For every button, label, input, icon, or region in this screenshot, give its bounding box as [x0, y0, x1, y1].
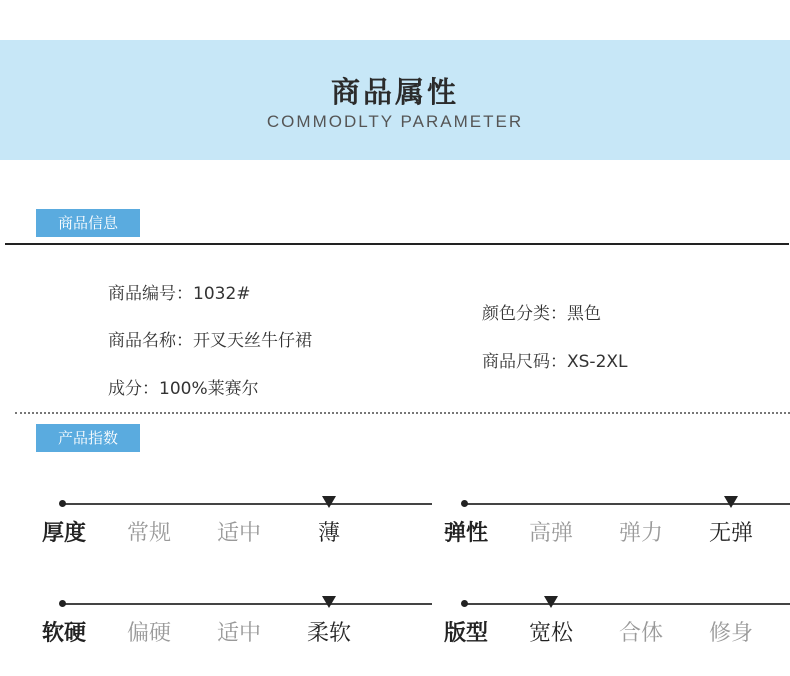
- scale-line: [62, 503, 432, 505]
- scale-option: 弹力: [618, 521, 664, 546]
- product-name: 商品名称：开叉天丝牛仔裙: [108, 331, 312, 351]
- scale-option: 无弹: [708, 521, 754, 546]
- scale-start-dot: [59, 600, 66, 607]
- scale-name: 软硬: [41, 621, 87, 646]
- page-subtitle: COMMODLTY PARAMETER: [266, 112, 524, 131]
- product-material: 成分：100%莱赛尔: [108, 379, 259, 399]
- scale-marker-icon: [322, 496, 336, 508]
- scale-option: 合体: [618, 621, 664, 646]
- scale-name: 弹性: [443, 521, 489, 546]
- product-size: 商品尺码：XS-2XL: [482, 352, 628, 372]
- scale-line: [464, 603, 790, 605]
- scale-thickness: [41, 496, 432, 576]
- scale-marker-icon: [322, 596, 336, 608]
- scale-option: 高弹: [528, 521, 574, 546]
- product-code: 商品编号：1032#: [108, 284, 251, 304]
- scale-fit: [443, 596, 790, 676]
- scale-option: 适中: [216, 621, 262, 646]
- scale-start-dot: [461, 500, 468, 507]
- scale-option: 适中: [216, 521, 262, 546]
- scale-option: 常规: [126, 521, 172, 546]
- scale-option: 薄: [317, 521, 341, 546]
- scale-line: [464, 503, 790, 505]
- scale-start-dot: [59, 500, 66, 507]
- scale-name: 厚度: [41, 521, 87, 546]
- scale-marker-icon: [724, 496, 738, 508]
- scale-name: 版型: [443, 621, 489, 646]
- scale-marker-icon: [544, 596, 558, 608]
- product-color: 颜色分类：黑色: [482, 304, 601, 324]
- scale-option: 偏硬: [126, 621, 172, 646]
- page-title: 商品属性: [330, 75, 459, 109]
- scale-option: 宽松: [528, 621, 574, 646]
- scale-start-dot: [461, 600, 468, 607]
- scale-option: 修身: [708, 621, 754, 646]
- section-tag-product-index: 产品指数: [36, 424, 140, 452]
- section-tag-product-info: 商品信息: [36, 209, 140, 237]
- scale-elasticity: [443, 496, 790, 576]
- dotted-divider: [15, 412, 790, 414]
- scale-line: [62, 603, 432, 605]
- section-divider: [5, 243, 789, 245]
- header-banner: [0, 40, 790, 160]
- scale-softness: [41, 596, 432, 676]
- scale-option: 柔软: [306, 621, 352, 646]
